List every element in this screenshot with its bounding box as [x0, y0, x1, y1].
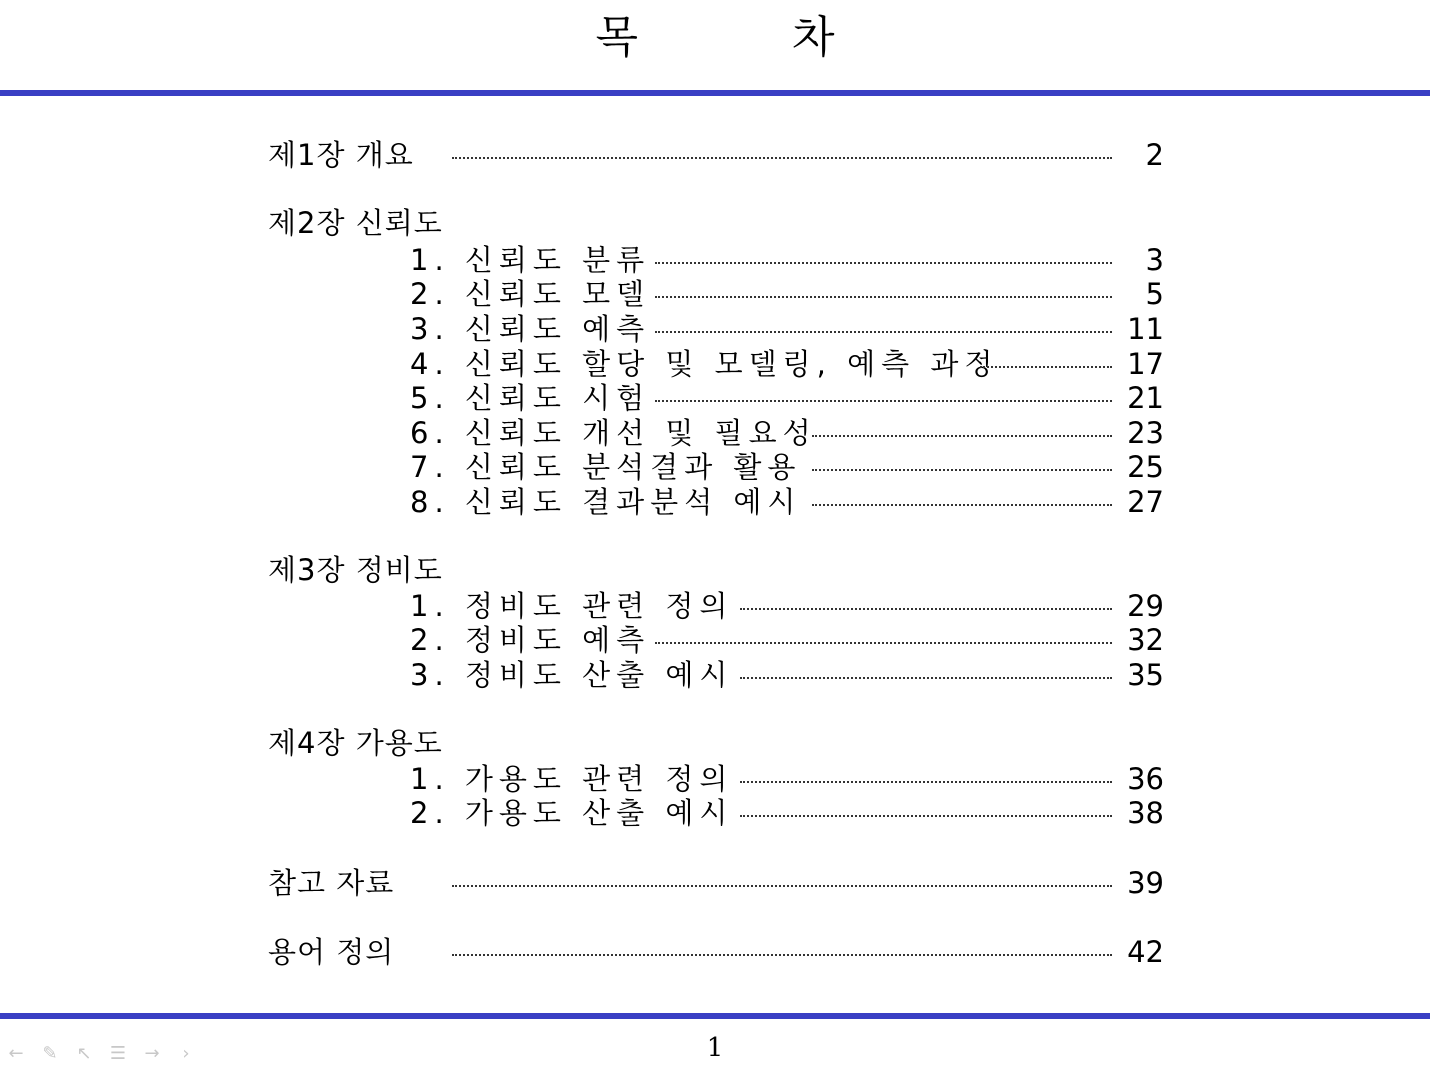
- toc-section[interactable]: [410, 312, 1164, 346]
- toc-label: 8. 신뢰도 결과분석 예시: [410, 485, 802, 519]
- toc-page: 21: [1127, 381, 1164, 415]
- toc-page: 42: [1127, 935, 1164, 969]
- dot-leader: [452, 157, 1112, 159]
- chevron-right-icon[interactable]: ›: [182, 1043, 190, 1064]
- dot-leader: [740, 608, 1112, 610]
- toc-page: 5: [1145, 277, 1164, 311]
- dot-leader: [980, 366, 1112, 368]
- toc-label: 7. 신뢰도 분석결과 활용: [410, 450, 802, 484]
- toc-label: 제1장 개요: [268, 138, 414, 172]
- toc-page: 36: [1127, 762, 1164, 796]
- toc-page: 32: [1127, 623, 1164, 657]
- toc-section[interactable]: [410, 243, 1164, 277]
- menu-icon[interactable]: ☰: [109, 1043, 127, 1064]
- toc-page: 17: [1127, 347, 1164, 381]
- toc-page: 23: [1127, 416, 1164, 450]
- toc-page: 3: [1145, 243, 1164, 277]
- dot-leader: [812, 435, 1112, 437]
- toc-section[interactable]: [410, 623, 1164, 657]
- toc-page: 29: [1127, 589, 1164, 623]
- toc-page: 2: [1145, 138, 1164, 172]
- pointer-icon[interactable]: ↖: [76, 1043, 92, 1064]
- pen-icon[interactable]: ✎: [42, 1043, 58, 1064]
- toc-label: 3. 정비도 산출 예시: [410, 658, 734, 692]
- dot-leader: [655, 400, 1112, 402]
- arrow-left-icon[interactable]: ←: [8, 1043, 24, 1064]
- dot-leader: [812, 469, 1112, 471]
- toc-chapter-2[interactable]: [268, 206, 1164, 240]
- toc-page: 11: [1127, 312, 1164, 346]
- toc-page: 38: [1127, 796, 1164, 830]
- toc-references[interactable]: [268, 866, 1164, 900]
- toc-glossary[interactable]: [268, 935, 1164, 969]
- toc-label: 2. 가용도 산출 예시: [410, 796, 734, 830]
- toc-page: 25: [1127, 450, 1164, 484]
- toc-label: 1. 신뢰도 분류: [410, 243, 651, 277]
- dot-leader: [812, 504, 1112, 506]
- dot-leader: [740, 815, 1112, 817]
- arrow-right-icon[interactable]: →: [144, 1043, 160, 1064]
- toc-page: 27: [1127, 485, 1164, 519]
- bottom-rule: [0, 1013, 1430, 1019]
- toc-chapter-3[interactable]: [268, 553, 1164, 587]
- toc-section[interactable]: [410, 658, 1164, 692]
- dot-leader: [452, 885, 1112, 887]
- toc-label: 참고 자료: [268, 866, 395, 900]
- toc-label: 제4장 가용도: [268, 726, 443, 760]
- toc-section[interactable]: [410, 485, 1164, 519]
- toc-section[interactable]: [410, 347, 1164, 381]
- toc-section[interactable]: [410, 762, 1164, 796]
- dot-leader: [740, 677, 1112, 679]
- toc-label: 3. 신뢰도 예측: [410, 312, 651, 346]
- toc-label: 1. 정비도 관련 정의: [410, 589, 734, 623]
- dot-leader: [655, 642, 1112, 644]
- toc-page: 35: [1127, 658, 1164, 692]
- toc-section[interactable]: [410, 381, 1164, 415]
- toc-label: 5. 신뢰도 시험: [410, 381, 651, 415]
- toc-section[interactable]: [410, 416, 1164, 450]
- dot-leader: [655, 331, 1112, 333]
- toc-label: 용어 정의: [268, 935, 395, 969]
- toc-label: 6. 신뢰도 개선 및 필요성: [410, 416, 817, 450]
- toc-label: 1. 가용도 관련 정의: [410, 762, 734, 796]
- page-number: 1: [706, 1033, 724, 1063]
- toc-section[interactable]: [410, 589, 1164, 623]
- dot-leader: [655, 296, 1112, 298]
- dot-leader: [452, 954, 1112, 956]
- dot-leader: [655, 262, 1112, 264]
- toc-chapter-1[interactable]: [268, 138, 1164, 172]
- toc-section[interactable]: [410, 277, 1164, 311]
- page-title: 목 차: [595, 12, 905, 63]
- toc-page: 39: [1127, 866, 1164, 900]
- toc-label: 제2장 신뢰도: [268, 206, 443, 240]
- toc-section[interactable]: [410, 450, 1164, 484]
- toc-label: 2. 정비도 예측: [410, 623, 651, 657]
- toc-label: 제3장 정비도: [268, 553, 443, 587]
- toc-label: 4. 신뢰도 할당 및 모델링, 예측 과정: [410, 347, 999, 381]
- dot-leader: [740, 781, 1112, 783]
- toc-chapter-4[interactable]: [268, 726, 1164, 760]
- toc-section[interactable]: [410, 796, 1164, 830]
- toc-label: 2. 신뢰도 모델: [410, 277, 651, 311]
